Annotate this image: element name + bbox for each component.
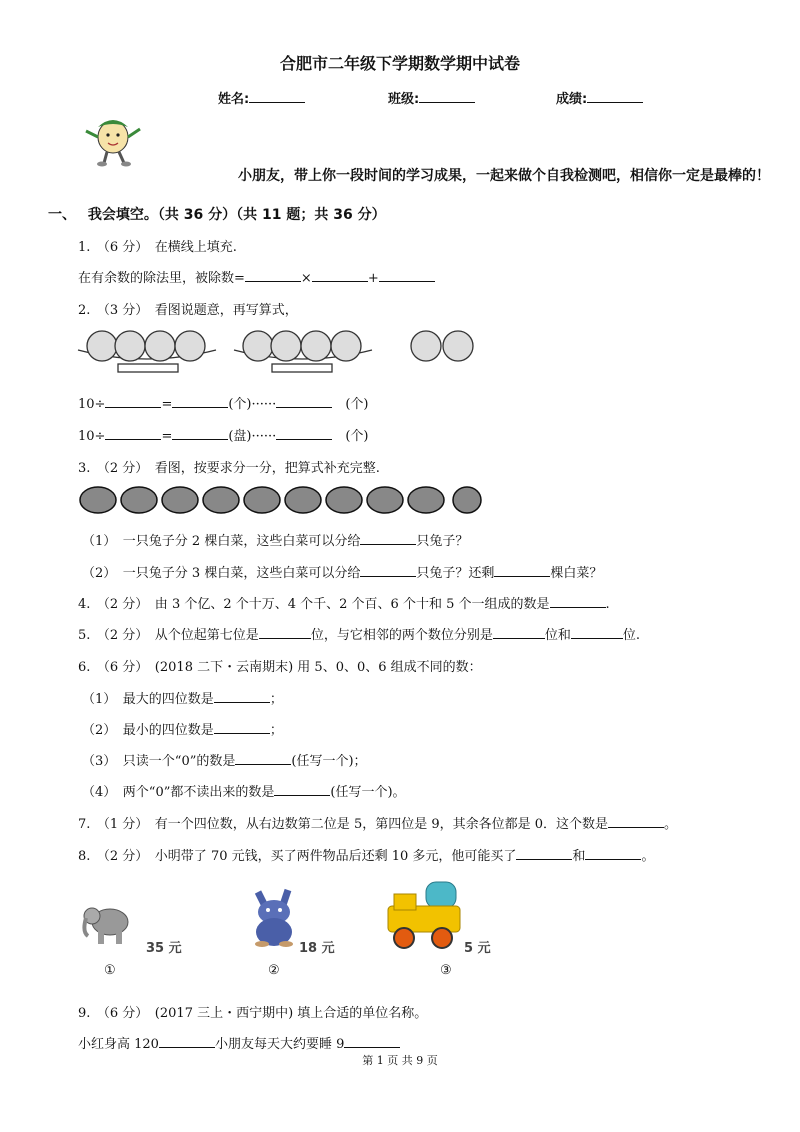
q9-line: 小红身高 120 小朋友每天大约要睡 9	[78, 1033, 400, 1052]
q6-sub2: （2） 最小的四位数是 ；	[82, 723, 283, 738]
blank[interactable]	[571, 626, 623, 639]
page-footer: 第 1 页 共 9 页	[362, 1054, 438, 1067]
q5-line: 5. （2 分） 从个位起第七位是 位，与它相邻的两个数位分别是 位和 位.	[78, 628, 640, 643]
blank[interactable]	[159, 1035, 215, 1048]
q2-line2: 10÷ = (盘)······ (个)	[78, 429, 369, 444]
item-price: 5 元	[464, 941, 491, 956]
blank[interactable]	[276, 395, 332, 408]
q6-heading: 6. （6 分） (2018 二下・云南期末) 用 5、0、0、6 组成不同的数：	[78, 660, 482, 675]
blank[interactable]	[360, 532, 416, 545]
blank[interactable]	[608, 815, 664, 828]
blank[interactable]	[274, 783, 330, 796]
intro-text: 小朋友，带上你一段时间的学习成果，一起来做个自我检测吧，相信你一定是最棒的！	[238, 168, 770, 184]
name-label: 姓名:	[218, 92, 250, 107]
class-label: 班级:	[388, 92, 420, 107]
class-field[interactable]	[388, 88, 475, 107]
blank[interactable]	[379, 269, 435, 282]
blank[interactable]	[172, 427, 228, 440]
mascot-icon	[80, 115, 146, 167]
item-price: 35 元	[146, 941, 182, 956]
item-label: ③	[440, 963, 452, 978]
blank[interactable]	[360, 564, 416, 577]
blank[interactable]	[235, 752, 291, 765]
donkey-toy-icon	[248, 886, 302, 948]
q1-heading: 1. （6 分） 在横线上填充.	[78, 240, 237, 255]
blank[interactable]	[493, 626, 545, 639]
blank[interactable]	[344, 1035, 400, 1048]
cabbages-image	[78, 482, 482, 518]
blank[interactable]	[494, 564, 550, 577]
blank[interactable]	[172, 395, 228, 408]
toy-truck-icon	[386, 880, 464, 952]
q1-line: 在有余数的除法里，被除数= × +	[78, 267, 435, 286]
item-price: 18 元	[299, 941, 335, 956]
blank[interactable]	[516, 847, 572, 860]
blank[interactable]	[245, 269, 301, 282]
q6-sub3: （3） 只读一个“0”的数是 (任写一个)；	[82, 754, 367, 769]
blank[interactable]	[214, 690, 270, 703]
q2-line1: 10÷ = (个)······ (个)	[78, 397, 369, 412]
q9-heading: 9. （6 分） (2017 三上・西宁期中) 填上合适的单位名称。	[78, 1006, 428, 1021]
q3-sub1: （1） 一只兔子分 2 棵白菜，这些白菜可以分给 只兔子？	[82, 534, 469, 549]
blank[interactable]	[214, 721, 270, 734]
page-title: 合肥市二年级下学期数学期中试卷	[279, 54, 520, 73]
score-field[interactable]	[556, 88, 643, 107]
blank[interactable]	[105, 427, 161, 440]
q6-sub1: （1） 最大的四位数是 ；	[82, 692, 283, 707]
blank[interactable]	[312, 269, 368, 282]
q6-sub4: （4） 两个“0”都不读出来的数是 (任写一个)。	[82, 785, 406, 800]
q8-line: 8. （2 分） 小明带了 70 元钱，买了两件物品后还剩 10 多元，他可能买了 和 。	[78, 849, 655, 864]
q4-line: 4. （2 分） 由 3 个亿、2 个十万、4 个千、2 个百、6 个十和 5 个一组成的数是 .	[78, 597, 610, 612]
score-label: 成绩:	[556, 92, 588, 107]
q7-line: 7. （1 分） 有一个四位数，从右边数第二位是 5，第四位是 9，其余各位都是 0．这个数是 。	[78, 817, 678, 832]
item-label: ①	[104, 963, 116, 978]
blank[interactable]	[585, 847, 641, 860]
item-label: ②	[268, 963, 280, 978]
blank[interactable]	[259, 626, 311, 639]
blank[interactable]	[105, 395, 161, 408]
elephant-icon	[82, 902, 132, 946]
blank[interactable]	[550, 595, 606, 608]
blank[interactable]	[276, 427, 332, 440]
q2-heading: 2. （3 分） 看图说题意，再写算式，	[78, 303, 298, 318]
q3-heading: 3. （2 分） 看图，按要求分一分，把算式补充完整.	[78, 461, 380, 476]
section-heading: 一、 我会填空。（共 36 分）（共 11 题；共 36 分）	[48, 207, 386, 223]
q3-sub2: （2） 一只兔子分 3 棵白菜，这些白菜可以分给 只兔子？还剩 棵白菜？	[82, 566, 603, 581]
name-field[interactable]	[218, 88, 305, 107]
peaches-on-plates-image	[76, 326, 486, 378]
